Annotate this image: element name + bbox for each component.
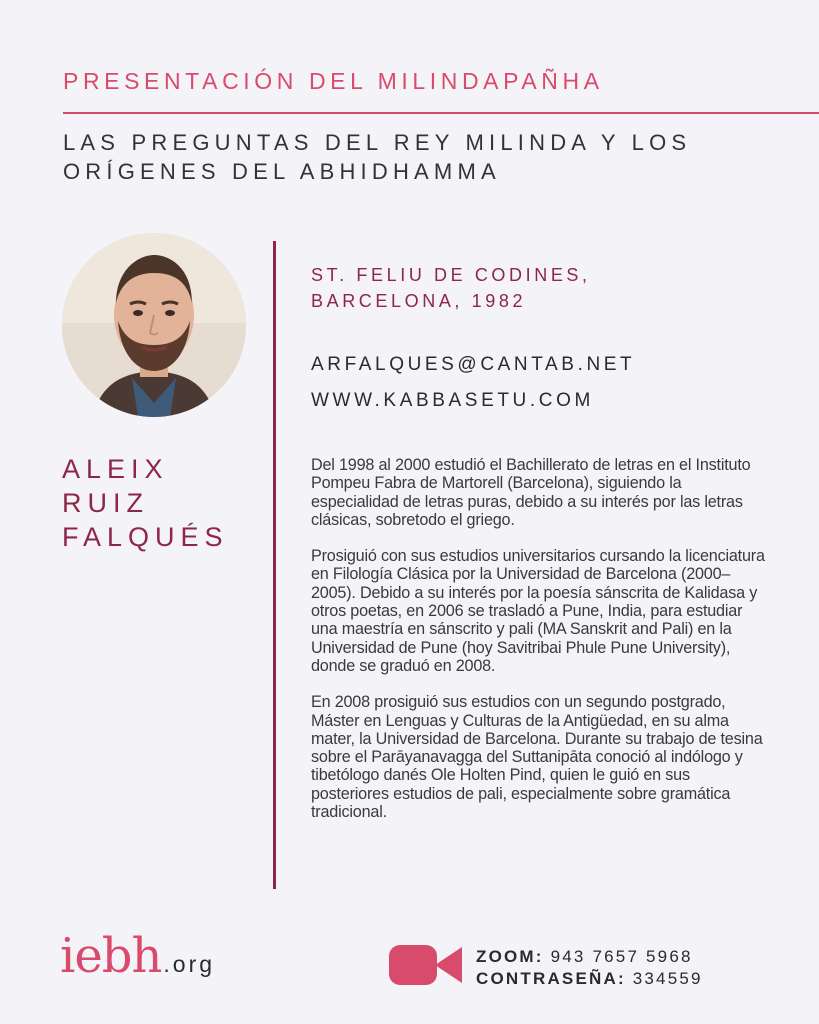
zoom-password-row [476,968,703,990]
logo-main: iebh [60,928,162,984]
password-label: CONTRASEÑA: [476,969,626,988]
event-subtitle: LAS PREGUNTAS DEL REY MILINDA Y LOS ORÍGENES DEL ABHIDHAMMA [63,130,692,184]
title-rule [63,112,819,114]
speaker-name-line: FALQUÉS [62,522,229,552]
bio-paragraph: Del 1998 al 2000 estudió el Bachillerato de letras en el Instituto Pompeu Fabra de Martorell (Barcelona), siguiendo la especialidad de letras puras, debido a su interés por las letras clásicas, sobretodo el griego. [311,456,751,529]
zoom-password: 334559 [632,969,703,988]
speaker-photo [62,233,246,417]
speaker-name [62,452,229,554]
speaker-origin [311,262,591,314]
speaker-email[interactable]: ARFALQUES@CANTAB.NET [311,354,636,375]
zoom-id-row [476,946,703,968]
logo-suffix: .org [163,951,216,977]
iebh-logo [60,928,215,984]
bio-paragraph: Prosiguió con sus estudios universitarios cursando la licenciatura en Filología Clásica por la Universidad de Barcelona (2000–2005). Debido a su interés por la poesía sánscrita de Kalidasa y otros poetas, en 2006 se trasladó a Pune, India, para estudiar una maestría en sánscrito y pali (MA Sanskrit and Pali) en la Universidad de Pune (hoy Savitribai Phule Pune University), donde se graduó en 2008. [311,547,765,675]
zoom-label: ZOOM: [476,947,544,966]
vertical-divider [273,241,276,889]
zoom-id: 943 7657 5968 [550,947,693,966]
event-title: PRESENTACIÓN DEL MILINDAPAÑHA [63,68,604,94]
origin-line: ST. FELIU DE CODINES, [311,265,591,285]
video-camera-icon [389,945,462,985]
speaker-bio [311,456,771,839]
speaker-website[interactable]: WWW.KABBASETU.COM [311,390,594,411]
zoom-info [476,946,703,990]
speaker-name-line: ALEIX [62,454,169,484]
speaker-portrait-illustration [62,233,246,417]
bio-paragraph: En 2008 prosiguió sus estudios con un segundo postgrado, Máster en Lenguas y Culturas de la Antigüedad, en su alma mater, la Universidad de Barcelona. Durante su trabajo de tesina sobre el Parāyanavagga del Suttanipāta conoció al indólogo y tibetólogo danés Ole Holten Pind, quien le guió en sus posteriores estudios de pali, especialmente sobre gramática tradicional. [311,693,763,822]
speaker-name-line: RUIZ [62,488,149,518]
origin-line: BARCELONA, 1982 [311,291,527,311]
